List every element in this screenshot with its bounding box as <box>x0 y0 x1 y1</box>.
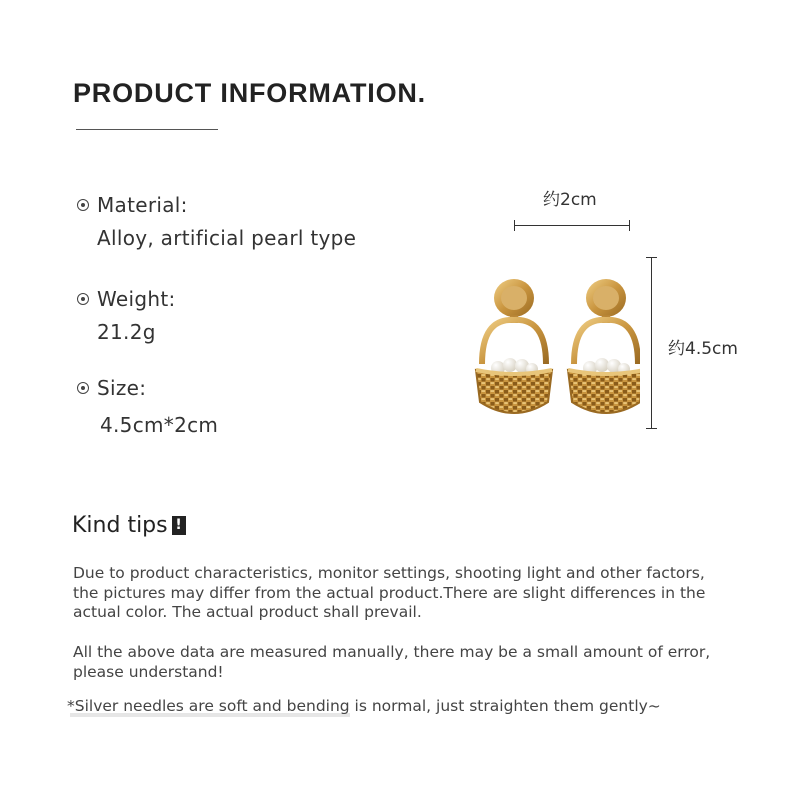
kind-tips-title: Kind tips <box>72 513 168 538</box>
height-tick-top <box>646 257 657 258</box>
height-dimension-line <box>651 257 652 429</box>
earring-right <box>568 279 640 413</box>
spec-label: Weight: <box>97 287 176 311</box>
spec-label: Material: <box>97 193 188 217</box>
earring-left <box>476 279 552 413</box>
spec-size <box>77 376 218 437</box>
spec-material <box>77 193 356 250</box>
disclaimer-paragraph: Due to product characteristics, monitor settings, shooting light and other factors, the pictures may differ from the actual product.There are slight differences in the actual color. The actual product shall prevail. <box>73 564 706 621</box>
width-tick-left <box>514 220 515 231</box>
height-tick-bottom <box>646 428 657 429</box>
width-tick-right <box>629 220 630 231</box>
spec-value: 4.5cm*2cm <box>100 413 219 437</box>
spec-label: Size: <box>97 376 147 400</box>
bullet-icon <box>77 293 89 305</box>
spec-value: Alloy, artificial pearl type <box>97 226 357 250</box>
bullet-icon <box>77 199 89 211</box>
earring-image <box>460 278 640 426</box>
width-dimension-label: 约2cm <box>543 190 597 210</box>
silver-needle-note: *Silver needles are soft and bending is normal, just straighten them gently~ <box>67 697 661 715</box>
warning-icon: ! <box>172 516 186 535</box>
bullet-icon <box>77 382 89 394</box>
spec-weight <box>77 287 176 344</box>
height-dimension-label: 约4.5cm <box>668 339 738 359</box>
measurement-paragraph: All the above data are measured manually, there may be a small amount of error, please understand! <box>73 643 711 681</box>
kind-tips-heading <box>72 513 186 538</box>
title-underline <box>76 129 218 130</box>
spec-value: 21.2g <box>97 320 156 344</box>
page-title: PRODUCT INFORMATION. <box>73 78 426 108</box>
width-dimension-line <box>514 225 630 226</box>
